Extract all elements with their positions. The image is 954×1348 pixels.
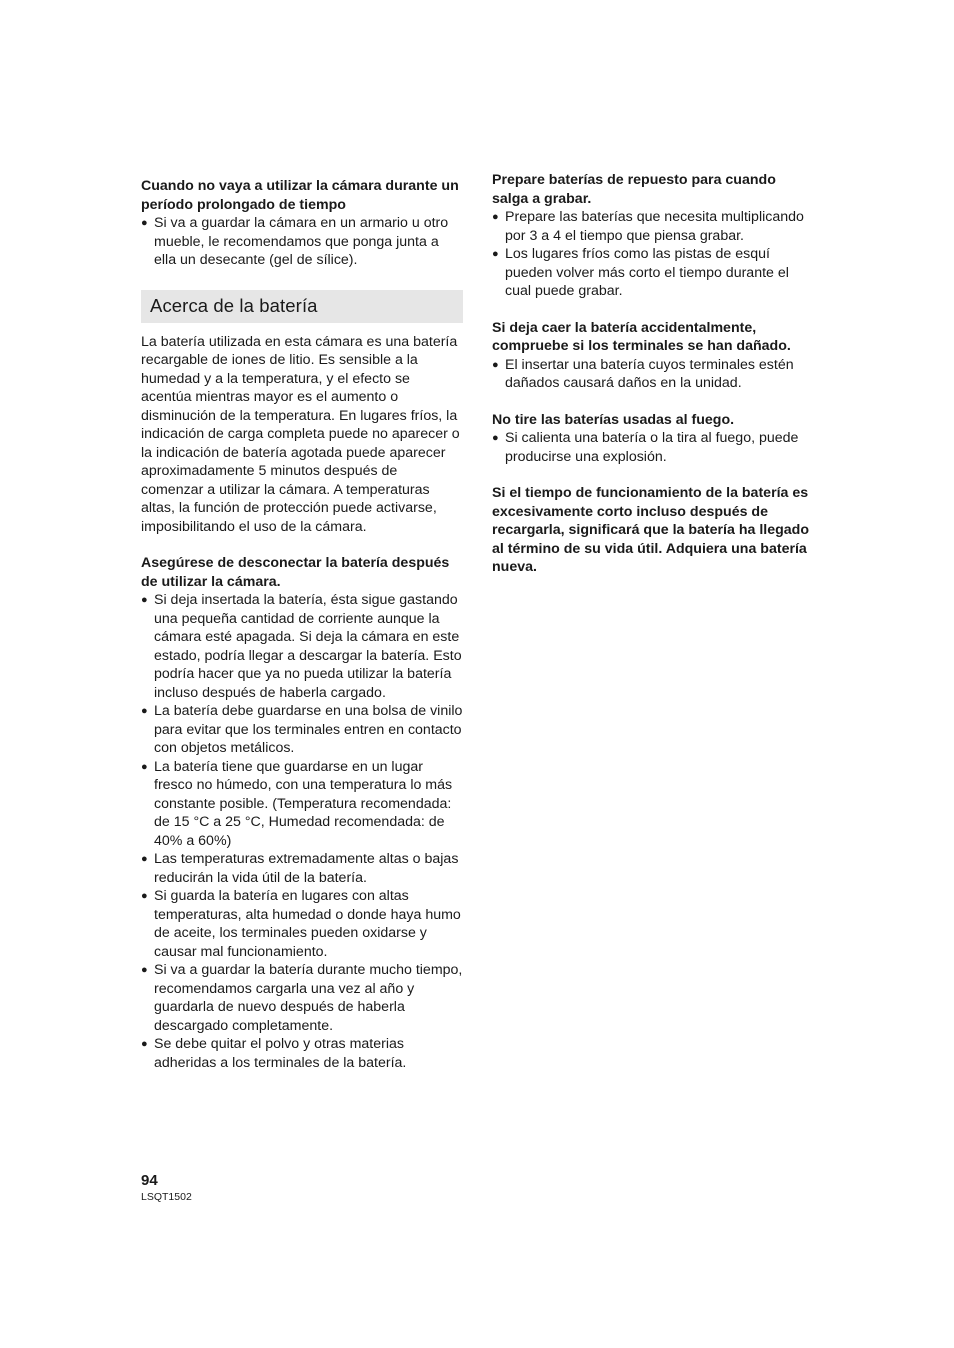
bullet-icon: ● bbox=[141, 1038, 148, 1050]
list-item-text: El insertar una batería cuyos terminales estén dañados causará daños en la unidad. bbox=[505, 356, 794, 391]
list-item bbox=[141, 850, 463, 887]
list-item-text: Las temperaturas extremadamente altas o bajas reducirán la vida útil de la batería. bbox=[154, 851, 459, 886]
spare-bullet-list bbox=[492, 208, 810, 301]
bullet-icon: ● bbox=[141, 964, 148, 976]
bullet-icon: ● bbox=[492, 211, 499, 223]
section-title: Acerca de la batería bbox=[150, 294, 318, 316]
list-item bbox=[141, 961, 463, 1035]
bullet-icon: ● bbox=[492, 358, 499, 371]
document-code: LSQT1502 bbox=[141, 1191, 192, 1203]
page-footer bbox=[141, 1171, 192, 1204]
list-item-text: Los lugares fríos como las pistas de esquí pueden volver más corto el tiempo durante el cual puede grabar. bbox=[505, 246, 789, 299]
storage-heading: Cuando no vaya a utilizar la cámara durante un período prolongado de tiempo bbox=[141, 178, 459, 213]
bullet-icon: ● bbox=[141, 890, 148, 902]
list-item-text: Si va a guardar la cámara en un armario u otro mueble, le recomendamos que ponga junta a ella un desecante (gel de sílice). bbox=[154, 215, 449, 268]
list-item bbox=[141, 702, 463, 758]
list-item bbox=[492, 429, 810, 466]
right-column bbox=[492, 171, 810, 577]
list-item-text: Si va a guardar la batería durante mucho tiempo, recomendamos cargarla una vez al año y guardarla de nuevo después de haberla descargado completamente. bbox=[154, 962, 463, 1034]
list-item bbox=[492, 208, 810, 245]
list-item-text: Se debe quitar el polvo y otras materias adheridas a los terminales de la batería. bbox=[154, 1036, 407, 1071]
list-item bbox=[141, 591, 463, 702]
list-item bbox=[492, 245, 810, 301]
left-column bbox=[141, 177, 463, 1072]
spare-battery-heading: Prepare baterías de repuesto para cuando salga a grabar. bbox=[492, 172, 776, 207]
section-header-bar bbox=[141, 290, 463, 323]
list-item bbox=[141, 214, 463, 270]
fire-heading: No tire las baterías usadas al fuego. bbox=[492, 411, 735, 428]
bullet-icon: ● bbox=[141, 217, 148, 229]
drop-bullet-list bbox=[492, 356, 810, 393]
list-item-text: La batería tiene que guardarse en un lugar fresco no húmedo, con una temperatura lo más constante posible. (Temperatura recomendada: de 15 °C a 25 °C, Humedad recomendada: de 40% a 60%) bbox=[154, 758, 453, 849]
list-item bbox=[141, 1035, 463, 1072]
drop-heading: Si deja caer la batería accidentalmente, compruebe si los terminales se han dañado. bbox=[492, 319, 791, 354]
bullet-icon: ● bbox=[141, 853, 148, 865]
list-item-text: Si calienta una batería o la tira al fuego, puede producirse una explosión. bbox=[505, 430, 799, 465]
list-item-text: La batería debe guardarse en una bolsa de vinilo para evitar que los terminales entren en contacto con objetos metálicos. bbox=[154, 703, 463, 756]
bullet-icon: ● bbox=[141, 594, 148, 606]
page-number: 94 bbox=[141, 1172, 158, 1189]
disconnect-bullet-list bbox=[141, 591, 463, 1072]
bullet-icon: ● bbox=[141, 705, 148, 717]
bullet-icon: ● bbox=[141, 760, 148, 773]
list-item-text: Si deja insertada la batería, ésta sigue gastando una pequeña cantidad de corriente aunque la cámara esté apagada. Si deja la cámara en este estado, podría llegar a descargar la batería. Esto podría hacer que ya no pueda utilizar la batería incluso después de haberla cargado. bbox=[154, 592, 462, 701]
list-item bbox=[141, 887, 463, 961]
battery-intro-paragraph: La batería utilizada en esta cámara es una batería recargable de iones de litio. Es sensible a la humedad y a la temperatura, y el efecto se acentúa mientras mayor es el aumento o disminución de la temperatura. En lugares fríos, la indicación de carga completa puede no aparecer o la indicación de batería agotada puede aparecer aproximadamente 5 minutos después de comenzar a utilizar la cámara. A temperaturas altas, la función de protección puede activarse, imposibilitando el uso de la cámara. bbox=[141, 333, 460, 535]
storage-bullet-list bbox=[141, 214, 463, 270]
fire-bullet-list bbox=[492, 429, 810, 466]
bullet-icon: ● bbox=[492, 432, 499, 444]
list-item bbox=[141, 758, 463, 851]
list-item-text: Prepare las baterías que necesita multiplicando por 3 a 4 el tiempo que piensa grabar. bbox=[505, 209, 804, 244]
bullet-icon: ● bbox=[492, 248, 499, 260]
list-item-text: Si guarda la batería en lugares con altas temperaturas, alta humedad o donde haya humo de aceite, los terminales pueden oxidarse y causar mal funcionamiento. bbox=[154, 888, 461, 960]
battery-life-note: Si el tiempo de funcionamiento de la batería es excesivamente corto incluso después de recargarla, significará que la batería ha llegado al término de su vida útil. Adquiera una batería nueva. bbox=[492, 485, 809, 575]
list-item bbox=[492, 356, 810, 393]
disconnect-heading: Asegúrese de desconectar la batería después de utilizar la cámara. bbox=[141, 555, 450, 590]
